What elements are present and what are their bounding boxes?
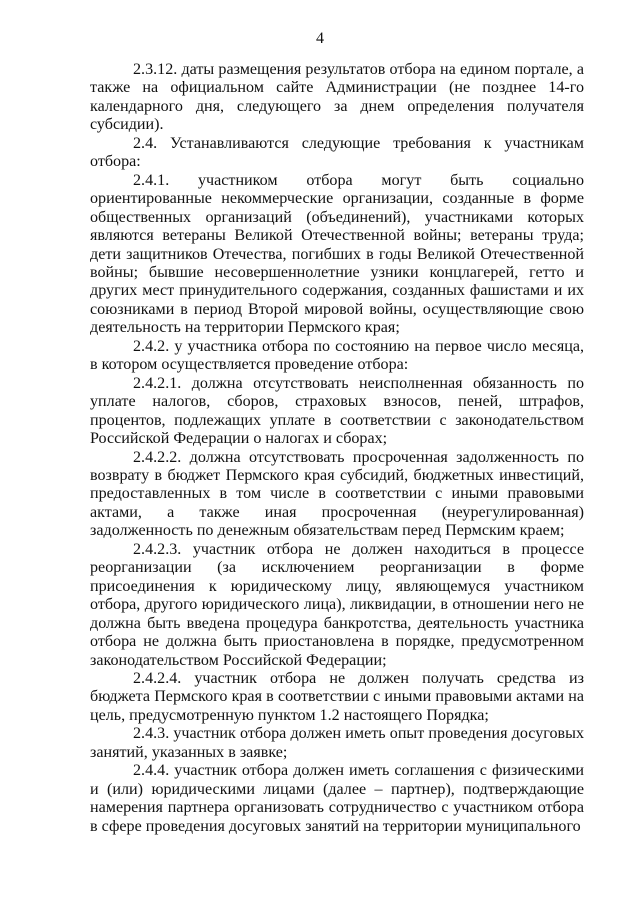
paragraph-2-4-2-3: 2.4.2.3. участник отбора не должен находиться в процессе реорганизации (за исключением реорганизации в форме присоединения к юридическому лицу, являющемуся участником отбора, другого юридического лица), ликвидации, в отношении него не должна быть введена процедура банкротства, деятельность участника отбора не должна быть приостановлена в порядке, предусмотренном законодательством Российской Федерации;	[90, 540, 584, 669]
paragraph-2-4-4: 2.4.4. участник отбора должен иметь соглашения с физическими и (или) юридическими лицами (далее – партнер), подтверждающие намерения партнера организовать сотрудничество с участником отбора в сфере проведения досуговых занятий на территории муниципального	[90, 762, 584, 835]
paragraph-2-4-2-4: 2.4.2.4. участник отбора не должен получать средства из бюджета Пермского края в соответствии с иными правовыми актами на цель, предусмотренную пунктом 1.2 настоящего Порядка;	[90, 669, 584, 724]
paragraph-2-3-12: 2.3.12. даты размещения результатов отбора на едином портале, а также на официальном сайте Администрации (не позднее 14-го календарного дня, следующего за днем определения получателя субсидии).	[90, 61, 584, 134]
paragraph-2-4-1: 2.4.1. участником отбора могут быть социально ориентированные некоммерческие организации, созданные в форме общественных организаций (объединений), участниками которых являются ветераны Великой Отечественной войны; ветераны труда; дети защитников Отечества, погибших в годы Великой Отечественной войны; бывшие несовершеннолетние узники концлагерей, гетто и других мест принудительного содержания, созданных фашистами и их союзниками в период Второй мировой войны, осуществляющие свою деятельность на территории Пермского края;	[90, 171, 584, 337]
document-body	[90, 61, 584, 836]
paragraph-2-4-3: 2.4.3. участник отбора должен иметь опыт проведения досуговых занятий, указанных в заявке;	[90, 725, 584, 761]
paragraph-2-4-2-1: 2.4.2.1. должна отсутствовать неисполненная обязанность по уплате налогов, сборов, страховых взносов, пеней, штрафов, процентов, подлежащих уплате в соответствии с законодательством Российской Федерации о налогах и сборах;	[90, 374, 584, 448]
paragraph-2-4-2: 2.4.2. у участника отбора по состоянию на первое число месяца, в котором осуществляется проведение отбора:	[90, 337, 584, 374]
paragraph-2-4: 2.4. Устанавливаются следующие требования к участникам отбора:	[90, 134, 584, 171]
paragraph-2-4-2-2: 2.4.2.2. должна отсутствовать просроченная задолженность по возврату в бюджет Пермского края субсидий, бюджетных инвестиций, предоставленных в том числе в соответствии с иными правовыми актами, а также иная просроченная (неурегулированная) задолженность по денежным обязательствам перед Пермским краем;	[90, 448, 584, 540]
page-number: 4	[316, 30, 324, 47]
